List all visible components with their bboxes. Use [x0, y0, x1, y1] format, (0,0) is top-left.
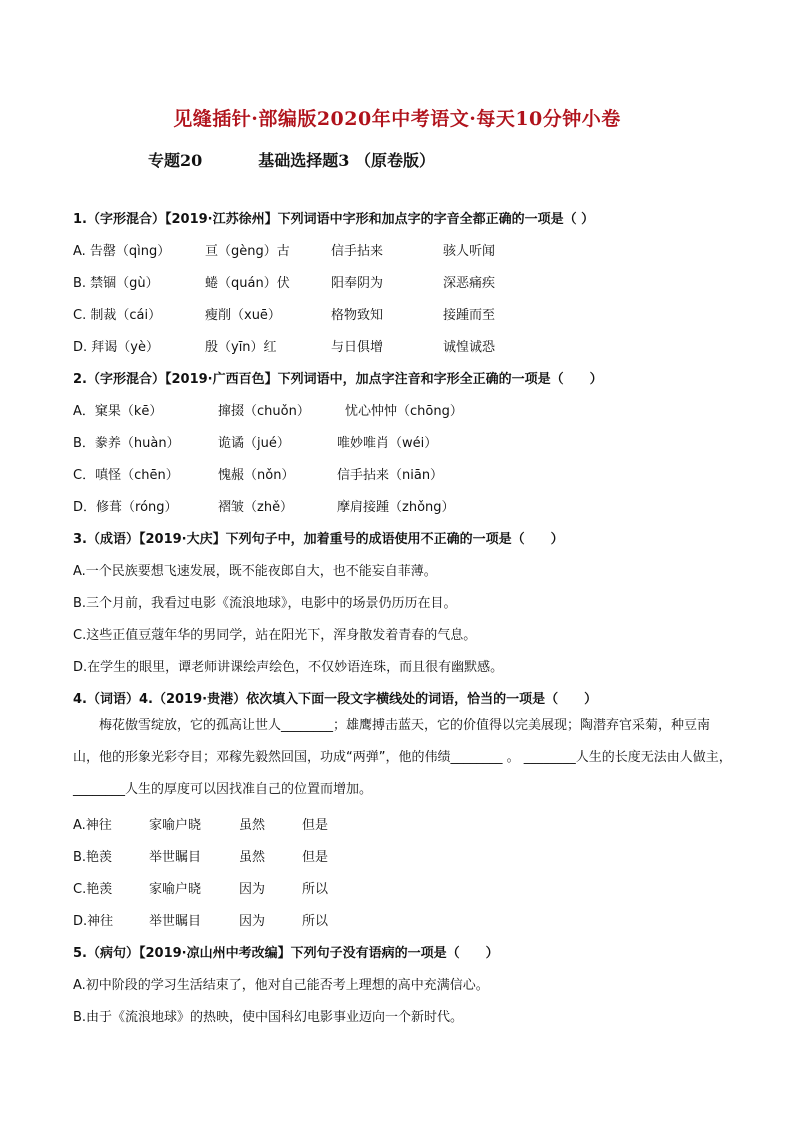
option-cell: D.神往	[73, 914, 114, 929]
option-line: A.一个民族要想飞速发展，既不能夜郎自大，也不能妄自菲薄。	[73, 564, 437, 579]
question-stem: 4.（词语）4.（2019·贵港）依次填入下面一段文字横线处的词语，恰当的一项是（ ）	[73, 692, 598, 707]
question-stem: 3.（成语）【2019·大庆】下列句子中，加着重号的成语使用不正确的一项是（ ）	[73, 532, 564, 547]
option-cell: 骇人听闻	[443, 244, 496, 259]
option-cell: 但是	[302, 818, 329, 833]
option-cell: 诚惶诚恐	[443, 340, 496, 355]
option-line: C.这些正值豆蔻年华的男同学，站在阳光下，浑身散发着青春的气息。	[73, 628, 477, 643]
option-cell: 信手拈来（niān）	[337, 468, 444, 483]
option-cell: 因为	[239, 914, 266, 929]
option-cell: 殷（yīn）红	[205, 340, 277, 355]
option-cell: 信手拈来	[331, 244, 384, 259]
option-cell: 与日俱增	[331, 340, 384, 355]
option-line: B.三个月前，我看过电影《流浪地球》，电影中的场景仍历历在目。	[73, 596, 457, 611]
option-cell: 褶皱（zhě）	[218, 500, 294, 515]
option-cell: 所以	[302, 882, 329, 897]
option-cell: A．窠果（kē）	[73, 404, 163, 419]
option-cell: A.神往	[73, 818, 112, 833]
section-label: 基础选择题3 （原卷版）	[258, 151, 435, 170]
option-cell: 诡谲（jué）	[218, 436, 290, 451]
option-cell: 所以	[302, 914, 329, 929]
option-cell: 家喻户晓	[149, 818, 202, 833]
option-cell: 因为	[239, 882, 266, 897]
passage-text: 梅花傲雪绽放，它的孤高让世人________；雄鹰搏击蓝天，它的价值得以完美展现；陶潜弃官采菊，种豆南山，他的形象光彩夺目；邓稼先毅然回国，功成“两弹”，他的伟绩________ 。 ________人生的长度无法由人做主，________人生的厚度可以因找准自己的位置而增加。	[73, 718, 732, 797]
question-stem: 5.（病句）【2019·凉山州中考改编】下列句子没有语病的一项是（ ）	[73, 946, 499, 961]
option-line: B.由于《流浪地球》的热映，使中国科幻电影事业迈向一个新时代。	[73, 1010, 464, 1025]
option-cell: B．豢养（huàn）	[73, 436, 180, 451]
option-cell: 唯妙唯肖（wéi）	[337, 436, 438, 451]
option-line: A.初中阶段的学习生活结束了，他对自己能否考上理想的高中充满信心。	[73, 978, 489, 993]
document-subtitle	[148, 148, 435, 171]
option-cell: 举世瞩目	[149, 914, 202, 929]
option-cell: C.艳羡	[73, 882, 113, 897]
option-cell: 接踵而至	[443, 308, 496, 323]
option-cell: D．修葺（róng）	[73, 500, 178, 515]
option-cell: 愧赧（nǒn）	[218, 468, 295, 483]
option-cell: 摩肩接踵（zhǒng）	[337, 500, 455, 515]
option-cell: 蜷（quán）伏	[205, 276, 290, 291]
question-stem: 1.（字形混合）【2019·江苏徐州】下列词语中字形和加点字的字音全都正确的一项是（ ）	[73, 212, 595, 227]
option-cell: 格物致知	[331, 308, 384, 323]
option-cell: 深恶痛疾	[443, 276, 496, 291]
option-cell: 阳奉阴为	[331, 276, 384, 291]
option-cell: 撺掇（chuǒn）	[218, 404, 310, 419]
option-cell: B. 禁锢（gù）	[73, 276, 159, 291]
option-cell: 瘦削（xuē）	[205, 308, 281, 323]
document-title: 见缝插针·部编版2020年中考语文·每天10分钟小卷	[173, 108, 621, 130]
option-cell: C．嗔怪（chēn）	[73, 468, 179, 483]
option-cell: C. 制裁（cái）	[73, 308, 162, 323]
option-cell: A. 告罄（qìng）	[73, 244, 171, 259]
option-cell: 虽然	[239, 818, 266, 833]
topic-label: 专题20	[148, 151, 203, 170]
option-cell: B.艳羡	[73, 850, 113, 865]
option-cell: 忧心忡忡（chōng）	[345, 404, 463, 419]
option-cell: 但是	[302, 850, 329, 865]
option-cell: 家喻户晓	[149, 882, 202, 897]
option-cell: D. 拜谒（yè）	[73, 340, 159, 355]
option-cell: 亘（gèng）古	[205, 244, 290, 259]
option-cell: 虽然	[239, 850, 266, 865]
option-cell: 举世瞩目	[149, 850, 202, 865]
option-line: D.在学生的眼里，谭老师讲课绘声绘色，不仅妙语连珠，而且很有幽默感。	[73, 660, 504, 675]
question-stem: 2.（字形混合）【2019·广西百色】下列词语中，加点字注音和字形全正确的一项是（ ）	[73, 372, 603, 387]
